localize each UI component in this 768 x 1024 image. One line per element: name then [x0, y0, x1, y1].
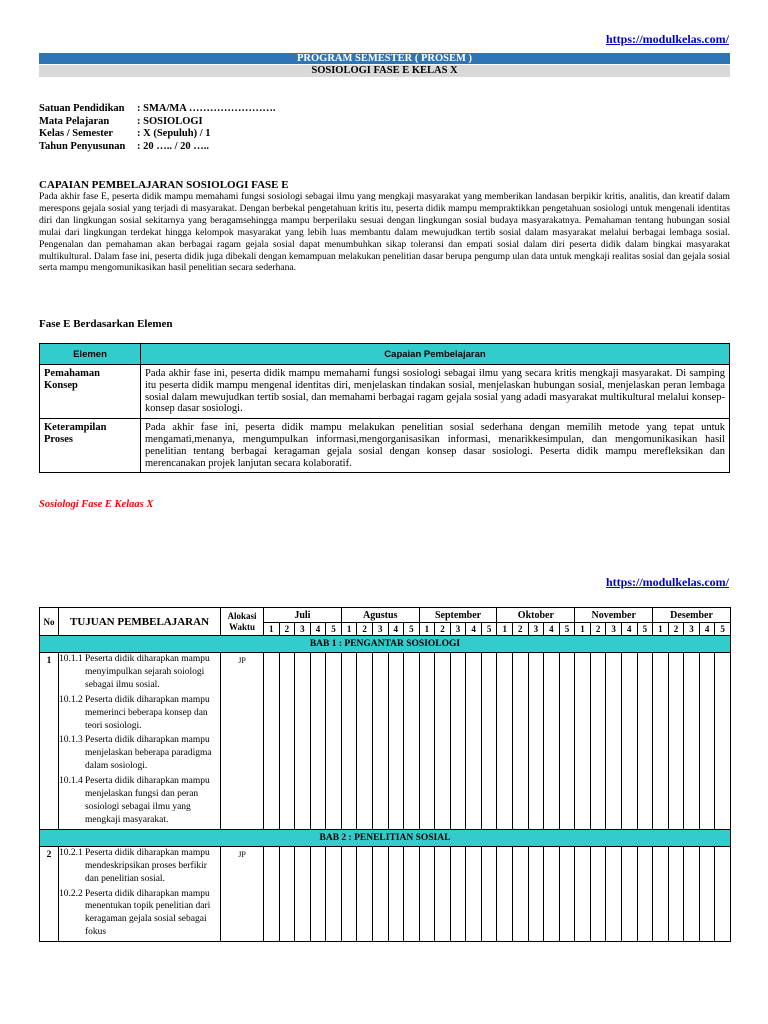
week-number: 2 [435, 623, 451, 636]
elemen-cell: Pemahaman Konsep [40, 365, 141, 419]
tujuan-item [59, 847, 220, 886]
elemen-header: Elemen [40, 344, 141, 365]
week-number: 4 [388, 623, 404, 636]
document-subtitle: SOSIOLOGI FASE E KELAS X [39, 65, 730, 77]
week-cell[interactable] [637, 846, 653, 941]
week-cell[interactable] [559, 653, 575, 830]
week-number: 1 [575, 623, 591, 636]
cp-paragraph: Pada akhir fase E, peserta didik mampu memahami fungsi sosiologi sebagai ilmu yang mengkaji masyarakat yang memberikan landasan berpikir kritis, analitis, dan kreatif dalam merespons gejala sosial yang terjadi di masyarakat. Dengan berbekal pengetahuan kritis itu, peserta didik mampu mempraktikkan pengetahuan sosiologi untuk mengenali identitas diri dan lingkungan sosial sekitarnya yang beragamsehingga mampu berperilaku sesuai dengan lingkungan sosial budaya masyarakatnya. Pemahaman tentang hubungan sosial mulai dari lingkungan terdekat hingga kelompok masyarakat yang lebih luas membantu dalam mewujudkan tertib sosial dalam masyarakat melalui berbagai lembaga sosial. Pengenalan dan pemahaman akan berbagai ragam gejala sosial dapat menumbuhkan sikap toleransi dan empati sosial dalam diri peserta didik dalam bingkai masyarakat multikultural. Dalam fase ini, peserta didik juga dibekali dengan kemampuan melakukan penelitian dasar berupa pengump ulan data untuk mengkaji realitas sosial dan gejala sosial serta mampu mengomunikasikan hasil penelitian secara sederhana. [39, 191, 730, 274]
tujuan-code: 10.1.2 [59, 694, 83, 705]
week-cell[interactable] [544, 846, 560, 941]
week-number: 5 [481, 623, 497, 636]
week-cell[interactable] [341, 653, 357, 830]
info-value: : SOSIOLOGI [137, 115, 203, 127]
info-row [39, 141, 276, 154]
tujuan-cell [59, 846, 221, 941]
week-cell[interactable] [559, 846, 575, 941]
week-cell[interactable] [513, 846, 529, 941]
tujuan-code: 10.2.2 [59, 888, 83, 899]
week-number: 2 [668, 623, 684, 636]
week-cell[interactable] [372, 653, 388, 830]
elemen-table [39, 343, 730, 473]
week-cell[interactable] [435, 653, 451, 830]
week-cell[interactable] [388, 846, 404, 941]
month-header: Oktober [497, 608, 575, 623]
week-number: 2 [279, 623, 295, 636]
week-number: 2 [357, 623, 373, 636]
week-cell[interactable] [264, 846, 280, 941]
week-number: 5 [326, 623, 342, 636]
month-header: November [575, 608, 653, 623]
week-cell[interactable] [544, 653, 560, 830]
table-row [40, 846, 731, 941]
week-cell[interactable] [497, 653, 513, 830]
week-number: 4 [310, 623, 326, 636]
table-row [40, 419, 730, 473]
week-number: 3 [684, 623, 700, 636]
week-cell[interactable] [653, 846, 669, 941]
week-cell[interactable] [497, 846, 513, 941]
info-row [39, 128, 276, 141]
week-number: 1 [653, 623, 669, 636]
top-link[interactable]: https://modulkelas.com/ [605, 32, 729, 46]
week-number: 4 [699, 623, 715, 636]
row-number: 2 [40, 846, 59, 941]
capaian-cell: Pada akhir fase ini, peserta didik mampu memahami fungsi sosiologi sebagai ilmu yang secara kritis mengkaji masyarakat. Di samping itu peserta didik mampu mengenal identitas diri, menjelaskan tindakan sosial, menjelaskan hubungan sosial, menjelaskan peran lembaga sosial dalam mewujudkan tertib sosial, dan memahami berbagai ragam gejala sosial yang adadi masyarakat multikultural melalui konsep-konsep dasar sosiologi. [141, 365, 730, 419]
week-cell[interactable] [606, 653, 622, 830]
tujuan-text: Peserta didik diharapkan mampu menyimpulkan sejarah soiologi sebagai ilmu sosial. [85, 654, 210, 690]
week-cell[interactable] [528, 846, 544, 941]
alokasi-cell: JP [221, 653, 264, 830]
week-cell[interactable] [684, 846, 700, 941]
second-link[interactable]: https://modulkelas.com/ [605, 575, 729, 589]
info-key: Satuan Pendidikan [39, 103, 125, 114]
info-key: Mata Pelajaran [39, 115, 110, 127]
month-header: Agustus [341, 608, 419, 623]
tujuan-text: Peserta didik diharapkan mampu menjelaskan beberapa paradigma dalam sosiologi. [85, 735, 212, 772]
week-cell[interactable] [279, 653, 295, 830]
alokasi-cell: JP [221, 846, 264, 941]
week-cell[interactable] [326, 846, 342, 941]
week-cell[interactable] [481, 846, 497, 941]
week-cell[interactable] [404, 846, 420, 941]
week-cell[interactable] [575, 653, 591, 830]
week-cell[interactable] [590, 653, 606, 830]
elemen-cell: Keterampilan Proses [40, 419, 141, 473]
week-number: 3 [372, 623, 388, 636]
week-number: 3 [606, 623, 622, 636]
week-number: 5 [715, 623, 731, 636]
month-header: September [419, 608, 497, 623]
info-value: : SMA/MA ……………………. [137, 103, 276, 114]
red-caption: Sosiologi Fase E Kelaas X [39, 499, 154, 510]
week-number: 5 [559, 623, 575, 636]
week-cell[interactable] [419, 846, 435, 941]
week-cell[interactable] [466, 653, 482, 830]
month-header: Desember [653, 608, 731, 623]
info-key: Tahun Penyusunan [39, 140, 126, 152]
tujuan-text: Peserta didik diharapkan mampu menjelaskan fungsi dan peran sosiologi sebagai ilmu yang mengkaji masyarakat. [85, 776, 210, 825]
tujuan-item [59, 888, 220, 940]
week-cell[interactable] [715, 846, 731, 941]
tujuan-text: Peserta didik diharapkan mampu menentukan topik penelitian dari keragaman gejala sosial sebagai fokus [85, 888, 211, 938]
week-number: 4 [621, 623, 637, 636]
info-value: : 20 ….. / 20 ….. [137, 140, 210, 152]
week-cell[interactable] [699, 846, 715, 941]
document-title: PROGRAM SEMESTER ( PROSEM ) [39, 53, 730, 64]
week-cell[interactable] [326, 653, 342, 830]
week-number: 2 [590, 623, 606, 636]
week-cell[interactable] [341, 846, 357, 941]
bab-title: BAB 2 : PENELITIAN SOSIAL [40, 829, 731, 846]
week-cell[interactable] [435, 846, 451, 941]
week-cell[interactable] [699, 653, 715, 830]
week-cell[interactable] [404, 653, 420, 830]
month-header: Juli [264, 608, 342, 623]
capaian-header: Capaian Pembelajaran [141, 344, 730, 365]
bab-row [40, 636, 731, 653]
week-number: 1 [264, 623, 280, 636]
week-cell[interactable] [372, 846, 388, 941]
week-cell[interactable] [481, 653, 497, 830]
tujuan-header: TUJUAN PEMBELAJARAN [59, 608, 221, 636]
identity-table [39, 103, 276, 153]
week-cell[interactable] [684, 653, 700, 830]
fase-heading: Fase E Berdasarkan Elemen [39, 318, 173, 330]
tujuan-code: 10.1.1 [59, 654, 83, 664]
tujuan-item [59, 775, 220, 827]
info-value: : X (Sepuluh) / 1 [137, 128, 211, 139]
week-cell[interactable] [528, 653, 544, 830]
week-cell[interactable] [388, 653, 404, 830]
week-number: 2 [513, 623, 529, 636]
week-number: 3 [450, 623, 466, 636]
week-cell[interactable] [450, 653, 466, 830]
week-number: 1 [419, 623, 435, 636]
capaian-cell: Pada akhir fase ini, peserta didik mampu melakukan penelitian sosial sederhana dengan memilih metode yang tepat untuk mengamati,menanya, mengumpulkan informasi,mengorganisasikan informasi, menarikkesimpulan, dan mengomunikasikan hasil penelitian tentang berbagai keragaman gejala sosial dengan konsep dasar sosiologi. Peserta didik mampu merefleksikan dan merencanakan projek lanjutan secara kolaboratif. [141, 419, 730, 473]
week-number: 3 [528, 623, 544, 636]
tujuan-item [59, 734, 220, 773]
week-cell[interactable] [637, 653, 653, 830]
week-cell[interactable] [668, 653, 684, 830]
week-number: 4 [544, 623, 560, 636]
week-number: 3 [295, 623, 311, 636]
week-cell[interactable] [357, 653, 373, 830]
week-number: 1 [341, 623, 357, 636]
week-cell[interactable] [295, 653, 311, 830]
week-cell[interactable] [310, 846, 326, 941]
cp-heading: CAPAIAN PEMBELAJARAN SOSIOLOGI FASE E [39, 179, 289, 191]
info-key: Kelas / Semester [39, 128, 114, 139]
week-number: 5 [637, 623, 653, 636]
table-row [40, 365, 730, 419]
week-cell[interactable] [621, 846, 637, 941]
tujuan-cell [59, 653, 221, 830]
week-cell[interactable] [295, 846, 311, 941]
week-cell[interactable] [668, 846, 684, 941]
week-cell[interactable] [310, 653, 326, 830]
week-cell[interactable] [357, 846, 373, 941]
week-cell[interactable] [590, 846, 606, 941]
week-cell[interactable] [575, 846, 591, 941]
no-header: No [40, 608, 59, 636]
tujuan-item [59, 653, 220, 692]
tujuan-code: 10.1.3 [59, 735, 83, 746]
week-cell[interactable] [279, 846, 295, 941]
bab-row [40, 829, 731, 846]
info-row [39, 116, 276, 129]
info-row [39, 103, 276, 116]
week-number: 5 [404, 623, 420, 636]
schedule-table [39, 607, 731, 942]
tujuan-code: 10.1.4 [59, 776, 83, 787]
week-number: 1 [497, 623, 513, 636]
week-cell[interactable] [513, 653, 529, 830]
week-cell[interactable] [715, 653, 731, 830]
week-number: 4 [466, 623, 482, 636]
row-number: 1 [40, 653, 59, 830]
tujuan-item [59, 694, 220, 733]
tujuan-text: Peserta didik diharapkan mampu mendeskripsikan proses berfikir dan penelitian sosial. [85, 847, 210, 884]
week-cell[interactable] [419, 653, 435, 830]
tujuan-code: 10.2.1 [59, 847, 83, 858]
bab-title: BAB 1 : PENGANTAR SOSIOLOGI [40, 636, 731, 653]
week-cell[interactable] [264, 653, 280, 830]
week-cell[interactable] [466, 846, 482, 941]
week-cell[interactable] [621, 653, 637, 830]
tujuan-text: Peserta didik diharapkan mampu memerinci beberapa konsep dan teori sosiologi. [85, 694, 210, 731]
week-cell[interactable] [653, 653, 669, 830]
table-row [40, 653, 731, 830]
week-cell[interactable] [450, 846, 466, 941]
alokasi-header: Alokasi Waktu [221, 608, 264, 636]
week-cell[interactable] [606, 846, 622, 941]
